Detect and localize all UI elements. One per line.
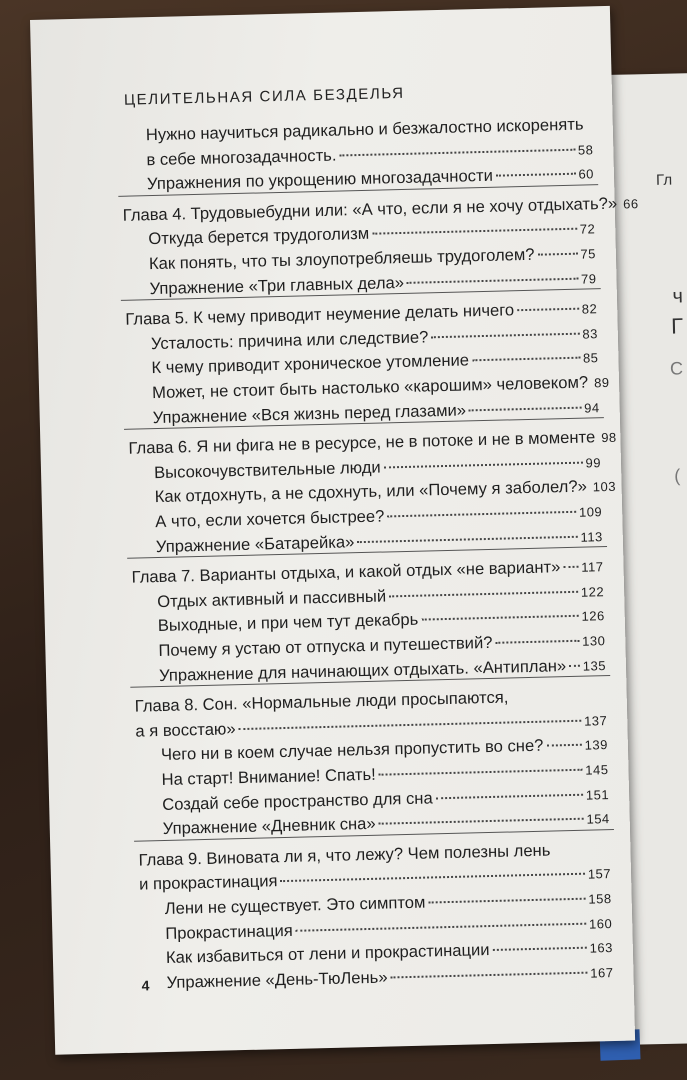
- toc-entry-page-number: 160: [588, 915, 613, 932]
- running-head: ЦЕЛИТЕЛЬНАЯ СИЛА БЕЗДЕЛЬЯ: [123, 84, 405, 109]
- toc-entry-text: Как отдохнуть, а не сдохнуть, или «Почему я заболел?»: [154, 476, 588, 507]
- toc-entry-text: Упражнение «Дневник сна»: [162, 813, 376, 839]
- toc-entry-text: Может, не стоит быть настолько «карошим» человеком?: [151, 372, 589, 403]
- toc-entry-page-number: 167: [590, 964, 614, 981]
- dot-leader: [389, 591, 578, 598]
- toc-entry-text: Нужно научиться радикально и безжалостно искоренять: [145, 114, 584, 145]
- dot-leader: [537, 253, 577, 256]
- book-page: [30, 6, 639, 1055]
- chapter-title-text: и прокрастинация: [138, 871, 278, 894]
- chapter-title-text: а я восстаю»: [135, 718, 236, 741]
- dot-leader: [239, 720, 582, 730]
- toc-entry-page-number: 83: [582, 326, 599, 342]
- toc-entry-page-number: 79: [580, 270, 597, 287]
- toc-entry-page-number: 72: [579, 221, 596, 238]
- chapter-title-page-number: 117: [581, 559, 604, 575]
- toc-entry-text: Прокрастинация: [165, 920, 293, 943]
- toc-entry-text: Как понять, что ты злоупотребляешь трудоголем?: [148, 244, 535, 274]
- toc-entry-page-number: 163: [589, 940, 614, 956]
- dot-leader: [339, 148, 574, 156]
- toc-entry-page-number: 99: [585, 454, 602, 471]
- chapter-title-text: Глава 9. Виновата ли я, что лежу? Чем полезны лень: [138, 840, 551, 870]
- facing-page-fragment: (: [674, 465, 681, 486]
- dot-leader: [563, 566, 578, 568]
- dot-leader: [517, 308, 579, 312]
- chapter-title-text: Глава 5. К чему приводит неумение делать ничего: [125, 300, 515, 329]
- dot-leader: [436, 793, 583, 799]
- toc-entry-text: Упражнение «Батарейка»: [155, 531, 355, 556]
- toc-entry-text: Откуда берется трудоголизм: [148, 224, 370, 249]
- dot-leader: [569, 664, 580, 666]
- toc-entry-text: Почему я устаю от отпуска и путешествий?: [158, 632, 493, 661]
- toc-entry-page-number: 94: [583, 399, 600, 416]
- toc-entry-page-number: 154: [586, 811, 610, 827]
- dot-leader: [472, 357, 580, 362]
- dot-leader: [387, 511, 576, 518]
- dot-leader: [384, 461, 583, 468]
- toc-entry-page-number: 122: [580, 583, 605, 600]
- facing-page-fragment: ч: [672, 285, 684, 308]
- toc-entry-text: Упражнение «Три главных дела»: [149, 272, 405, 298]
- chapter-title-page-number: 98: [601, 429, 617, 446]
- chapter-title-text: Глава 7. Варианты отдыха, и какой отдых «не вариант»: [131, 557, 561, 587]
- dot-leader: [391, 971, 588, 978]
- toc-entry-text: Усталость: причина или следствие?: [150, 327, 429, 353]
- toc-entry-text: Отдых активный и пассивный: [157, 586, 387, 611]
- toc-entry-text: Создай себе пространство для сна: [161, 787, 433, 814]
- toc-entry-page-number: 60: [578, 166, 595, 182]
- dot-leader: [495, 640, 579, 644]
- toc-entry-text: в себе многозадачность.: [146, 145, 337, 169]
- toc-entry-page-number: 113: [580, 528, 603, 545]
- dot-leader: [407, 277, 578, 283]
- toc-entry-page-number: 151: [585, 786, 610, 803]
- dot-leader: [372, 228, 577, 235]
- dot-leader: [379, 818, 584, 825]
- toc-entry-page-number: 126: [581, 608, 605, 625]
- toc-entry-page-number: 85: [582, 350, 599, 366]
- dot-leader: [496, 173, 576, 177]
- dot-leader: [428, 898, 585, 904]
- page-number: 4: [141, 977, 150, 994]
- toc-entry-text: Лени не существует. Это симптом: [164, 892, 426, 918]
- toc-entry-page-number: 103: [592, 479, 617, 495]
- toc-entry-page-number: 135: [582, 657, 607, 674]
- toc-entry-page-number: 75: [580, 246, 597, 262]
- toc-entry-text: Выходные, и при чем тут декабрь: [157, 610, 419, 636]
- toc-entry-text: К чему приводит хроническое утомление: [151, 350, 470, 378]
- dot-leader: [431, 332, 579, 338]
- chapter-title-text: Глава 8. Сон. «Нормальные люди просыпаются,: [134, 687, 509, 716]
- toc-entry-text: На старт! Внимание! Спать!: [161, 764, 376, 790]
- toc-entry-page-number: 139: [584, 737, 609, 754]
- chapter-title-page-number: 157: [587, 866, 612, 883]
- toc-entry-page-number: 89: [593, 374, 610, 391]
- toc-entry-text: Высокочувствительные люди: [153, 457, 381, 482]
- dot-leader: [280, 873, 584, 882]
- toc-entry-page-number: 109: [578, 504, 603, 520]
- dot-leader: [357, 535, 577, 542]
- facing-page-fragment: С: [669, 358, 684, 379]
- chapter-title-page-number: 137: [583, 712, 608, 729]
- dot-leader: [546, 744, 581, 747]
- toc-entry-page-number: 130: [581, 633, 606, 649]
- toc-entry-page-number: 158: [588, 891, 612, 907]
- toc-entry-text: Упражнение «День-ТюЛень»: [166, 967, 388, 992]
- chapter-title-text: Глава 4. Трудовыебудни или: «А что, если я не хочу отдыхать?»: [122, 193, 618, 225]
- dot-leader: [296, 922, 586, 931]
- toc-entry-page-number: 145: [585, 762, 609, 778]
- dot-leader: [379, 769, 583, 776]
- chapter-title-page-number: 82: [581, 301, 598, 317]
- facing-page-fragment: Г: [670, 313, 684, 339]
- toc-entry-text: Чего ни в коем случае нельзя пропустить во сне?: [160, 736, 544, 765]
- chapter-title-text: Глава 6. Я ни фига не в ресурсе, не в потоке и не в моменте: [128, 427, 596, 458]
- toc-entry-text: Упражнения по укрощению многозадачности: [146, 165, 494, 194]
- dot-leader: [493, 947, 587, 951]
- chapter-title-page-number: 66: [622, 195, 639, 212]
- toc-entry-text: Упражнение «Вся жизнь перед глазами»: [152, 400, 467, 427]
- toc-entry-page-number: 58: [577, 141, 594, 158]
- dot-leader: [469, 406, 581, 411]
- dot-leader: [421, 615, 578, 621]
- facing-page-fragment: Гл: [655, 171, 673, 189]
- toc-entry-text: А что, если хочется быстрее?: [155, 506, 385, 532]
- toc-entry-text: Упражнение для начинающих отдыхать. «Антиплан»: [158, 655, 567, 685]
- toc-entry-text: Как избавиться от лени и прокрастинации: [165, 940, 490, 968]
